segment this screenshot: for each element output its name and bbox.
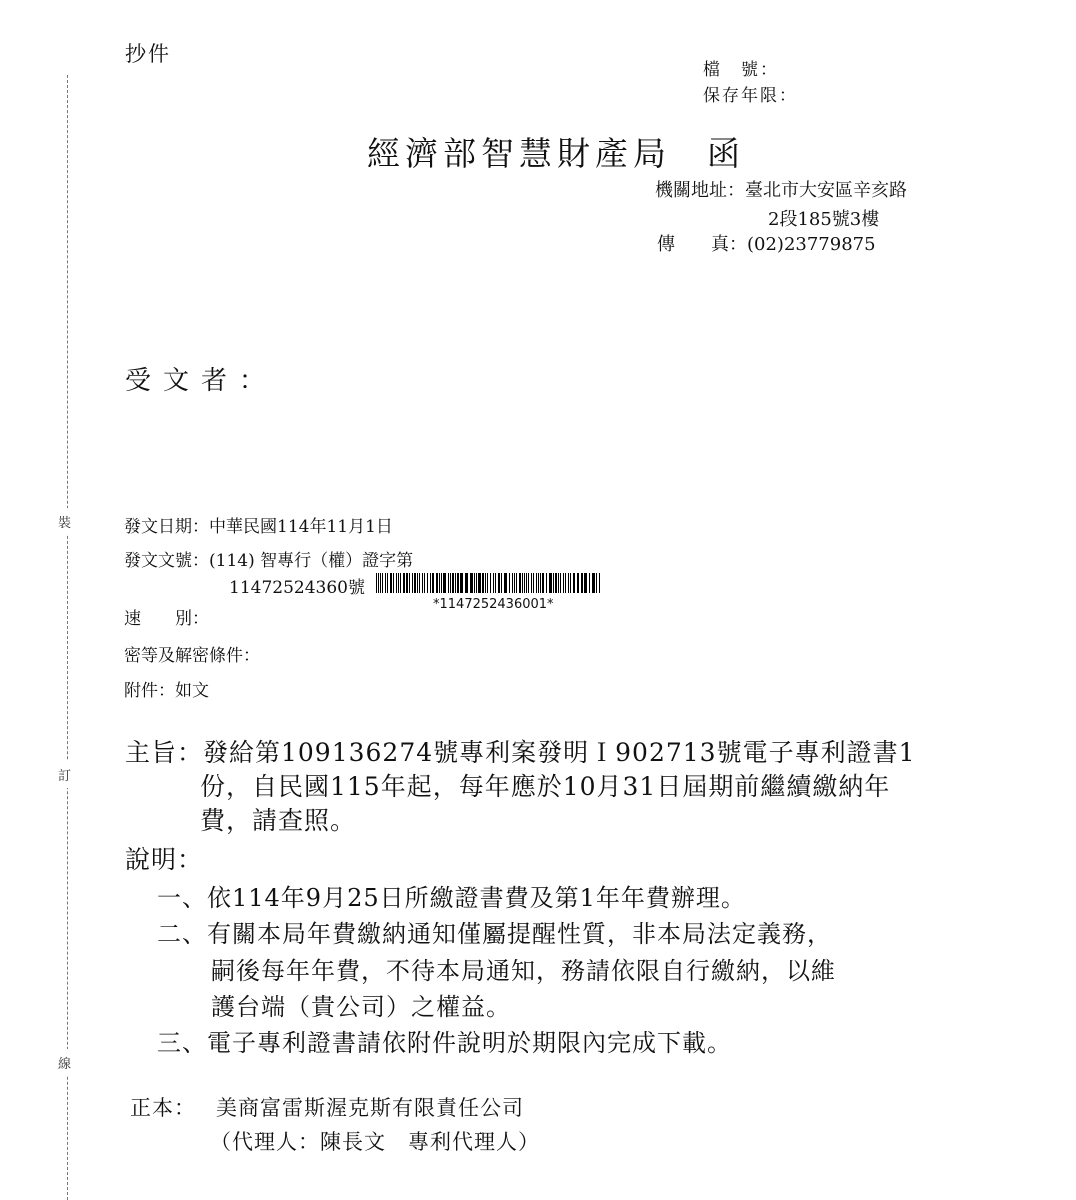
agency-address-line2: 2段185號3樓 [768, 209, 880, 230]
subject-line2: 份，自民國115年起，每年應於10月31日屆期前繼續繳納年 [200, 772, 891, 801]
explanation-item2-line2: 嗣後每年年費，不待本局通知，務請依限自行繳納，以維 [211, 957, 836, 985]
agency-fax: 傳 真：(02)23779875 [657, 234, 876, 255]
explanation-item1: 一、依114年9月25日所繳證書費及第1年年費辦理。 [157, 884, 746, 912]
original-copy-recipient: 美商富雷斯渥克斯有限責任公司 [216, 1096, 524, 1120]
binding-mark-xian: 線 [58, 1049, 71, 1076]
retention-period-label: 保存年限： [703, 86, 798, 106]
attachment-label: 附件：如文 [124, 681, 209, 701]
document-title [367, 128, 745, 175]
binding-line [67, 75, 68, 1200]
explanation-item2-line1: 二、有關本局年費繳納通知僅屬提醒性質，非本局法定義務， [157, 920, 832, 948]
agency-name: 經濟部智慧財產局 [367, 134, 671, 173]
patent-agent: （代理人：陳長文 專利代理人） [210, 1130, 540, 1154]
original-copy-label: 正本： [130, 1096, 196, 1120]
file-number-label: 檔 號： [703, 60, 779, 80]
subject-line1: 主旨：發給第109136274號專利案發明Ｉ902713號電子專利證書1 [125, 738, 916, 767]
explanation-item3: 三、電子專利證書請依附件說明於期限內完成下載。 [157, 1029, 732, 1057]
document-type: 函 [707, 134, 745, 173]
binding-mark-ding: 訂 [58, 761, 71, 788]
barcode [376, 573, 604, 593]
binding-mark-zhuang: 裝 [58, 508, 71, 535]
speed-label: 速 別： [124, 609, 209, 629]
recipient-label: 受文者： [125, 366, 278, 396]
barcode-number: *1147252436001* [433, 597, 554, 612]
classification-label: 密等及解密條件： [124, 646, 260, 666]
document-number-line2: 11472524360號 [229, 578, 365, 598]
document-number-line1: 發文文號：(114) 智專行（權）證字第 [124, 551, 414, 571]
issue-date: 發文日期：中華民國114年11月1日 [124, 517, 393, 537]
subject-line3: 費，請查照。 [200, 806, 357, 835]
copy-label: 抄件 [125, 42, 171, 66]
explanation-label: 說明： [125, 845, 204, 874]
explanation-item2-line3: 護台端（貴公司）之權益。 [211, 993, 511, 1021]
agency-address-line1: 機關地址：臺北市大安區辛亥路 [655, 180, 907, 201]
